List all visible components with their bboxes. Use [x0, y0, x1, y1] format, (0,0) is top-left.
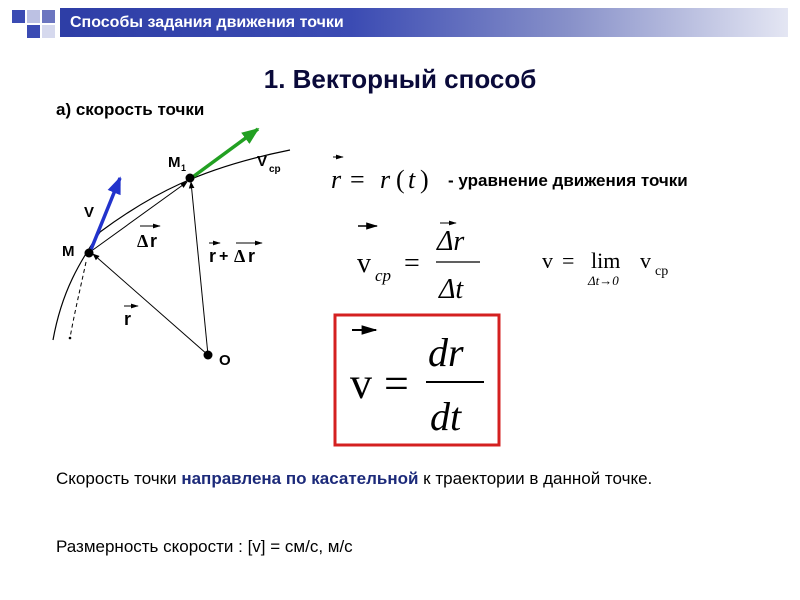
- section-heading: 1. Векторный способ: [263, 64, 537, 94]
- avg-v: v: [357, 248, 371, 279]
- avg-equals: =: [404, 248, 420, 279]
- label-rpdr-plus: +: [219, 248, 229, 265]
- label-m: M: [62, 243, 75, 260]
- box-numerator: dr: [428, 330, 464, 375]
- avg-v-sub: ср: [375, 266, 392, 285]
- trajectory-end-dot: [69, 337, 72, 340]
- box-v: v: [350, 359, 372, 408]
- label-r: r: [124, 309, 132, 329]
- label-dr-r: r: [150, 231, 158, 251]
- eq1-right-r: r: [380, 165, 391, 194]
- position-vector-r-plus-dr: [191, 182, 208, 355]
- label-rpdr-delta: Δ: [234, 246, 246, 266]
- slide-title: Способы задания движения точки: [70, 14, 344, 31]
- point-m1: [186, 174, 195, 183]
- avg-velocity-vector-vcp: [190, 129, 258, 179]
- label-dr-delta: Δ: [137, 231, 149, 251]
- desc-highlight: направлена по касательной: [181, 469, 419, 488]
- eq1-paren-open: (: [396, 165, 405, 194]
- box-equals: =: [384, 359, 409, 408]
- subsection-heading: а) скорость точки: [56, 100, 205, 119]
- box-denominator: dt: [430, 394, 462, 439]
- lim-subscript: Δt→0: [588, 273, 619, 288]
- velocity-direction-text: [56, 466, 764, 492]
- label-m1: M: [168, 154, 181, 171]
- position-vector-r: [93, 254, 208, 355]
- origin-point-o: [204, 351, 213, 360]
- lim-word: lim: [591, 248, 621, 273]
- eq1-paren-close: ): [420, 165, 429, 194]
- eq1-t: t: [408, 165, 416, 194]
- lim-v: v: [542, 248, 553, 273]
- lim-equals: =: [562, 248, 575, 273]
- eq1-description: - уравнение движения точки: [448, 171, 688, 190]
- lim-vcp: v: [640, 248, 651, 273]
- trajectory-curve: [53, 150, 290, 340]
- desc-text-end: к траектории в данной точке.: [418, 469, 653, 488]
- eq1-equals: =: [350, 165, 365, 194]
- avg-denominator: Δt: [439, 274, 464, 305]
- label-rpdr-r: r: [209, 246, 217, 266]
- label-v: V: [84, 204, 95, 221]
- trajectory-tangent-dashed: [70, 262, 86, 338]
- point-m: [85, 249, 94, 258]
- label-rpdr-r2: r: [248, 246, 256, 266]
- label-m1-sub: 1: [181, 163, 187, 173]
- label-vcp: V: [257, 153, 268, 170]
- label-vcp-sub: ср: [269, 164, 281, 175]
- lim-vcp-sub: ср: [655, 264, 669, 279]
- avg-numerator: Δr: [437, 226, 465, 257]
- label-o: O: [219, 352, 231, 369]
- desc-text-start: Скорость точки: [56, 469, 182, 488]
- velocity-dimension-text: Размерность скорости : [v] = см/с, м/с: [56, 537, 353, 556]
- eq1-left-r: r: [331, 165, 342, 194]
